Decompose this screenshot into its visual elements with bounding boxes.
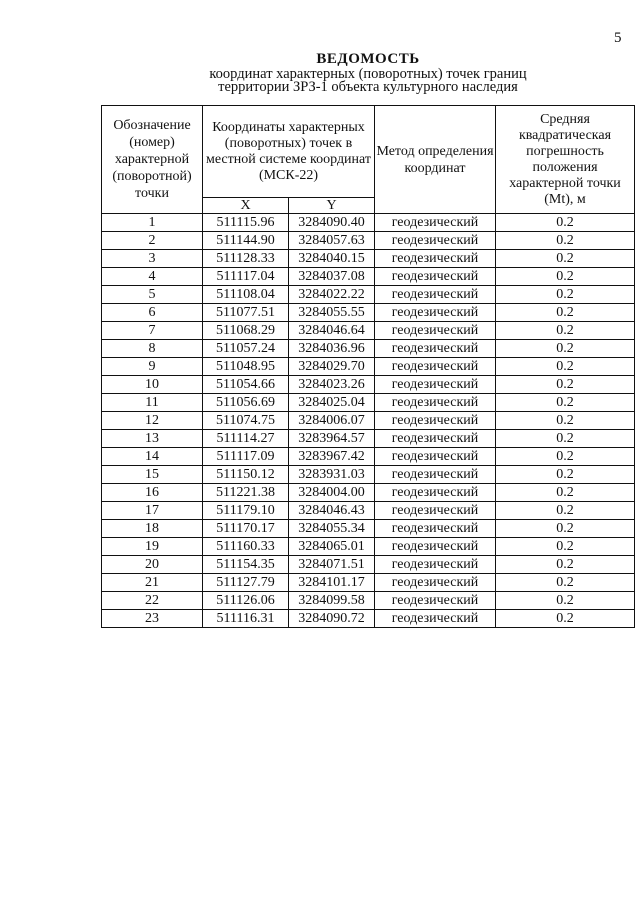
cell-error: 0.2 [496, 322, 635, 340]
cell-error: 0.2 [496, 376, 635, 394]
cell-method: геодезический [375, 232, 496, 250]
cell-y-coordinate: 3284090.72 [289, 610, 375, 628]
cell-y-coordinate: 3284004.00 [289, 484, 375, 502]
cell-y-coordinate: 3284057.63 [289, 232, 375, 250]
cell-method: геодезический [375, 304, 496, 322]
cell-point-number: 22 [102, 592, 203, 610]
cell-error: 0.2 [496, 466, 635, 484]
cell-error: 0.2 [496, 412, 635, 430]
cell-method: геодезический [375, 466, 496, 484]
cell-x-coordinate: 511117.04 [203, 268, 289, 286]
cell-x-coordinate: 511048.95 [203, 358, 289, 376]
cell-error: 0.2 [496, 304, 635, 322]
cell-x-coordinate: 511127.79 [203, 574, 289, 592]
cell-y-coordinate: 3284065.01 [289, 538, 375, 556]
header-y: Y [289, 198, 375, 214]
cell-x-coordinate: 511057.24 [203, 340, 289, 358]
cell-point-number: 17 [102, 502, 203, 520]
cell-x-coordinate: 511126.06 [203, 592, 289, 610]
cell-x-coordinate: 511056.69 [203, 394, 289, 412]
cell-point-number: 8 [102, 340, 203, 358]
table-row [102, 268, 635, 286]
cell-point-number: 18 [102, 520, 203, 538]
table-row [102, 610, 635, 628]
cell-method: геодезический [375, 412, 496, 430]
cell-error: 0.2 [496, 268, 635, 286]
cell-point-number: 20 [102, 556, 203, 574]
cell-x-coordinate: 511054.66 [203, 376, 289, 394]
table-row [102, 538, 635, 556]
cell-y-coordinate: 3284071.51 [289, 556, 375, 574]
cell-point-number: 10 [102, 376, 203, 394]
cell-error: 0.2 [496, 286, 635, 304]
table-row [102, 358, 635, 376]
document-title: ВЕДОМОСТЬ [316, 51, 420, 67]
cell-x-coordinate: 511114.27 [203, 430, 289, 448]
cell-method: геодезический [375, 520, 496, 538]
cell-point-number: 16 [102, 484, 203, 502]
table-row [102, 250, 635, 268]
cell-x-coordinate: 511221.38 [203, 484, 289, 502]
cell-point-number: 6 [102, 304, 203, 322]
cell-point-number: 23 [102, 610, 203, 628]
document-subtitle-line-1: координат характерных (поворотных) точек границ [209, 66, 527, 82]
cell-x-coordinate: 511154.35 [203, 556, 289, 574]
cell-x-coordinate: 511115.96 [203, 214, 289, 232]
cell-method: геодезический [375, 574, 496, 592]
table-row [102, 592, 635, 610]
cell-error: 0.2 [496, 592, 635, 610]
table-row [102, 556, 635, 574]
cell-x-coordinate: 511108.04 [203, 286, 289, 304]
table-row [102, 394, 635, 412]
cell-method: геодезический [375, 538, 496, 556]
cell-method: геодезический [375, 430, 496, 448]
header-method: Метод определения координат [375, 106, 496, 214]
cell-point-number: 13 [102, 430, 203, 448]
cell-point-number: 7 [102, 322, 203, 340]
cell-y-coordinate: 3283931.03 [289, 466, 375, 484]
table-row [102, 520, 635, 538]
cell-point-number: 1 [102, 214, 203, 232]
cell-y-coordinate: 3284101.17 [289, 574, 375, 592]
cell-point-number: 15 [102, 466, 203, 484]
cell-x-coordinate: 511116.31 [203, 610, 289, 628]
cell-method: геодезический [375, 502, 496, 520]
cell-error: 0.2 [496, 340, 635, 358]
cell-y-coordinate: 3284099.58 [289, 592, 375, 610]
cell-y-coordinate: 3284023.26 [289, 376, 375, 394]
cell-method: геодезический [375, 592, 496, 610]
table-row [102, 484, 635, 502]
cell-y-coordinate: 3284090.40 [289, 214, 375, 232]
cell-point-number: 5 [102, 286, 203, 304]
cell-error: 0.2 [496, 520, 635, 538]
cell-error: 0.2 [496, 232, 635, 250]
cell-x-coordinate: 511128.33 [203, 250, 289, 268]
cell-x-coordinate: 511150.12 [203, 466, 289, 484]
cell-x-coordinate: 511170.17 [203, 520, 289, 538]
cell-method: геодезический [375, 358, 496, 376]
cell-method: геодезический [375, 214, 496, 232]
cell-y-coordinate: 3284046.64 [289, 322, 375, 340]
header-x: X [203, 198, 289, 214]
cell-y-coordinate: 3284036.96 [289, 340, 375, 358]
document-subtitle-line-2: территории ЗРЗ-1 объекта культурного наследия [218, 79, 518, 95]
table-row [102, 430, 635, 448]
cell-y-coordinate: 3284006.07 [289, 412, 375, 430]
header-coordinates: Координаты характерных (поворотных) точек в местной системе координат (МСК-22) [203, 106, 375, 198]
cell-method: геодезический [375, 556, 496, 574]
cell-point-number: 3 [102, 250, 203, 268]
cell-x-coordinate: 511179.10 [203, 502, 289, 520]
cell-method: геодезический [375, 268, 496, 286]
table-row [102, 286, 635, 304]
table-row [102, 448, 635, 466]
cell-y-coordinate: 3284037.08 [289, 268, 375, 286]
header-point-designation: Обозначение (номер) характерной (поворотной) точки [102, 106, 203, 214]
cell-x-coordinate: 511074.75 [203, 412, 289, 430]
cell-error: 0.2 [496, 214, 635, 232]
cell-y-coordinate: 3284022.22 [289, 286, 375, 304]
table-row [102, 322, 635, 340]
cell-y-coordinate: 3283964.57 [289, 430, 375, 448]
cell-error: 0.2 [496, 556, 635, 574]
cell-error: 0.2 [496, 430, 635, 448]
cell-y-coordinate: 3284025.04 [289, 394, 375, 412]
cell-y-coordinate: 3283967.42 [289, 448, 375, 466]
cell-point-number: 2 [102, 232, 203, 250]
cell-method: геодезический [375, 376, 496, 394]
table-row [102, 214, 635, 232]
cell-method: геодезический [375, 286, 496, 304]
cell-point-number: 11 [102, 394, 203, 412]
coordinates-table [101, 105, 635, 628]
cell-method: геодезический [375, 448, 496, 466]
table-row [102, 502, 635, 520]
cell-x-coordinate: 511117.09 [203, 448, 289, 466]
cell-error: 0.2 [496, 394, 635, 412]
cell-point-number: 19 [102, 538, 203, 556]
cell-x-coordinate: 511077.51 [203, 304, 289, 322]
cell-method: геодезический [375, 322, 496, 340]
table-row [102, 340, 635, 358]
table-row [102, 304, 635, 322]
cell-point-number: 4 [102, 268, 203, 286]
cell-error: 0.2 [496, 538, 635, 556]
cell-method: геодезический [375, 394, 496, 412]
cell-method: геодезический [375, 340, 496, 358]
cell-error: 0.2 [496, 448, 635, 466]
cell-y-coordinate: 3284046.43 [289, 502, 375, 520]
cell-error: 0.2 [496, 250, 635, 268]
header-mean-square-error: Средняя квадратическая погрешность положения характерной точки (Mt), м [496, 106, 635, 214]
cell-y-coordinate: 3284055.55 [289, 304, 375, 322]
cell-error: 0.2 [496, 502, 635, 520]
cell-method: геодезический [375, 484, 496, 502]
cell-error: 0.2 [496, 484, 635, 502]
table-row [102, 376, 635, 394]
page-number: 5 [614, 30, 622, 46]
cell-method: геодезический [375, 610, 496, 628]
cell-point-number: 14 [102, 448, 203, 466]
cell-y-coordinate: 3284055.34 [289, 520, 375, 538]
cell-error: 0.2 [496, 610, 635, 628]
table-row [102, 466, 635, 484]
cell-point-number: 21 [102, 574, 203, 592]
cell-error: 0.2 [496, 358, 635, 376]
table-row [102, 412, 635, 430]
cell-point-number: 9 [102, 358, 203, 376]
cell-y-coordinate: 3284029.70 [289, 358, 375, 376]
cell-y-coordinate: 3284040.15 [289, 250, 375, 268]
table-row [102, 574, 635, 592]
cell-x-coordinate: 511068.29 [203, 322, 289, 340]
table-body [102, 214, 635, 628]
cell-x-coordinate: 511144.90 [203, 232, 289, 250]
cell-point-number: 12 [102, 412, 203, 430]
cell-method: геодезический [375, 250, 496, 268]
cell-x-coordinate: 511160.33 [203, 538, 289, 556]
table-row [102, 232, 635, 250]
cell-error: 0.2 [496, 574, 635, 592]
